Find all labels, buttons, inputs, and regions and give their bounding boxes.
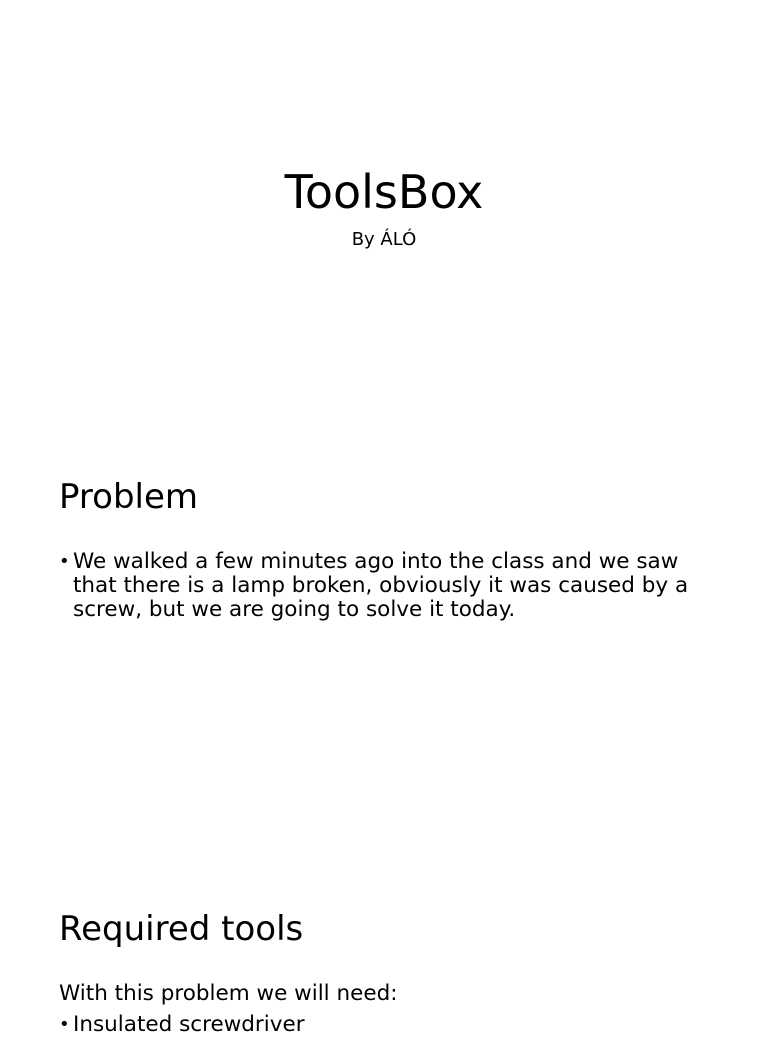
list-item xyxy=(59,550,719,622)
presentation-title: ToolsBox xyxy=(284,165,484,219)
problem-bullet-list xyxy=(59,550,719,622)
bullet-marker: • xyxy=(59,1014,70,1035)
required-tools-intro: With this problem we will need: xyxy=(59,981,398,1006)
required-tools-slide xyxy=(0,864,768,1037)
problem-heading: Problem xyxy=(59,477,199,517)
tool-item-text: Insulated screwdriver xyxy=(73,1012,305,1037)
bullet-marker: • xyxy=(59,551,70,572)
presentation-author: By ÁLÓ xyxy=(351,229,417,250)
required-tools-heading: Required tools xyxy=(59,909,304,949)
required-tools-bullet-list xyxy=(59,1013,719,1037)
title-slide xyxy=(0,0,768,432)
problem-bullet-text: We walked a few minutes ago into the class and we saw that there is a lamp broken, obviously it was caused by a screw, but we are going to solve it today. xyxy=(73,549,689,622)
problem-slide xyxy=(0,432,768,864)
list-item xyxy=(59,1013,719,1037)
